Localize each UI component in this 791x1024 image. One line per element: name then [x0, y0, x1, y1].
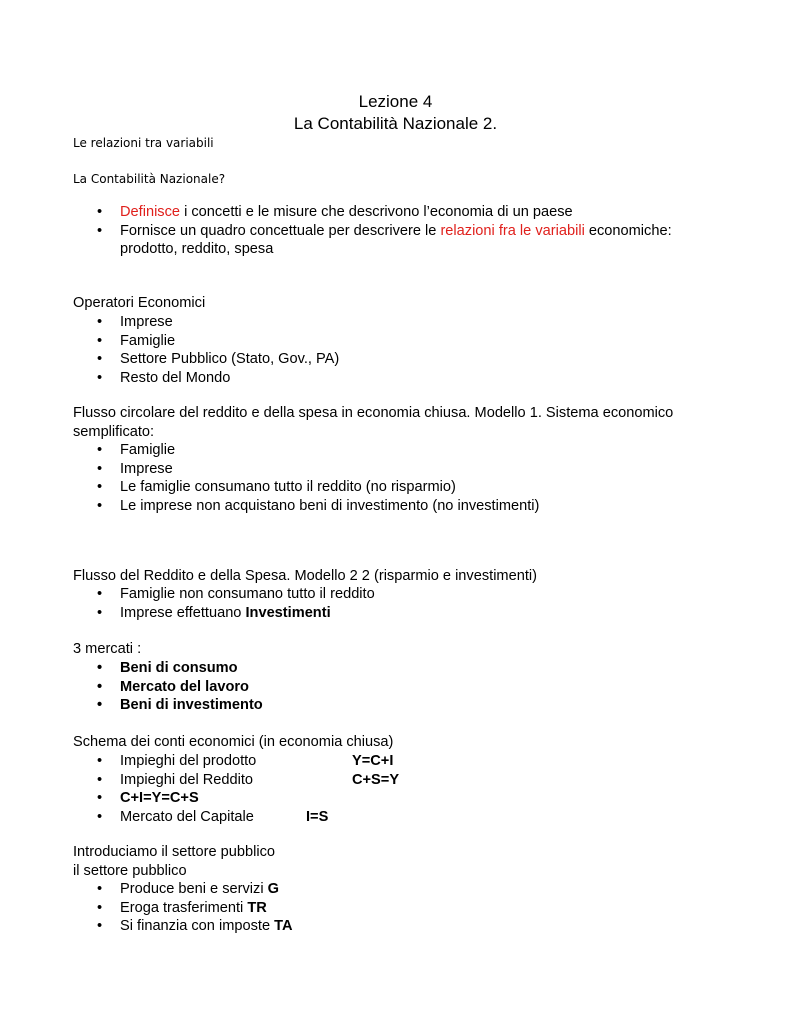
title-line-1: Lezione 4 — [358, 92, 433, 111]
schema-item-2 — [73, 771, 399, 790]
modello1-list — [73, 441, 539, 515]
modello1-line-2: semplificato: — [73, 424, 155, 440]
modello1-item: • Famiglie — [73, 441, 539, 460]
schema-item-1-label: Impieghi del prodotto — [120, 753, 257, 769]
modello2-item-1: • Famiglie non consumano tutto il reddito — [73, 585, 375, 604]
modello2-list — [73, 585, 375, 622]
intro-item-1 — [73, 203, 672, 222]
modello1-item: • Le famiglie consumano tutto il reddito (no risparmio) — [73, 478, 539, 497]
settore-item-3-text: Si finanzia con imposte — [120, 918, 275, 935]
intro-item-2 — [73, 222, 672, 259]
modello1-line-1: Flusso circolare del reddito e della spesa in economia chiusa. Modello 1. Sistema economico — [73, 405, 674, 421]
mercati-item: • Mercato del lavoro — [73, 678, 263, 697]
modello2-item-2-text: Imprese effettuano — [120, 604, 246, 621]
modello2-item-2 — [73, 604, 375, 623]
mercati-list — [73, 659, 263, 715]
schema-item-3 — [73, 789, 399, 808]
operatori-item: • Imprese — [73, 313, 339, 332]
settore-list — [73, 880, 293, 936]
schema-item-4-equation: I=S — [306, 808, 329, 825]
subtitle-contabilita: La Contabilità Nazionale? — [73, 172, 226, 186]
intro-item-2-text-b: economiche: — [584, 222, 672, 239]
schema-item-4 — [73, 808, 399, 827]
settore-line-2: il settore pubblico — [73, 863, 187, 879]
schema-list — [73, 752, 399, 826]
settore-item-1-text: Produce beni e servizi — [120, 881, 268, 897]
mercati-item: • Beni di consumo — [73, 659, 263, 678]
schema-heading: Schema dei conti economici (in economia chiusa) — [73, 734, 394, 750]
schema-item-2-label: Impieghi del Reddito — [120, 771, 254, 788]
settore-line-1: Introduciamo il settore pubblico — [73, 844, 275, 860]
modello1-item: • Le imprese non acquistano beni di investimento (no investimenti) — [73, 497, 539, 516]
settore-item-2-text: Eroga trasferimenti — [120, 899, 248, 916]
operatori-item: • Resto del Mondo — [73, 369, 339, 388]
schema-item-1-equation: Y=C+I — [352, 753, 394, 769]
intro-item-2-highlight: relazioni fra le variabili — [440, 222, 585, 239]
mercati-item: • Beni di investimento — [73, 696, 263, 715]
operatori-heading: Operatori Economici — [73, 295, 206, 311]
mercati-heading: 3 mercati : — [73, 641, 142, 657]
settore-item-1 — [73, 880, 293, 899]
intro-item-2-text-c: prodotto, reddito, spesa — [120, 241, 274, 258]
settore-item-3-symbol: TA — [274, 918, 293, 935]
settore-item-2-symbol: TR — [247, 899, 267, 916]
intro-list — [73, 203, 672, 259]
modello2-item-2-bold: Investimenti — [245, 604, 331, 621]
schema-item-3-equation: C+I=Y=C+S — [120, 790, 199, 807]
settore-item-2 — [73, 899, 293, 918]
modello1-item: • Imprese — [73, 460, 539, 479]
modello2-heading: Flusso del Reddito e della Spesa. Modello 2 2 (risparmio e investimenti) — [73, 568, 537, 584]
schema-item-1 — [73, 752, 399, 771]
settore-item-1-symbol: G — [267, 881, 279, 897]
intro-item-1-highlight: Definisce — [120, 204, 181, 220]
schema-item-2-equation: C+S=Y — [352, 771, 400, 788]
intro-item-2-text-a: Fornisce un quadro concettuale per descrivere le — [120, 222, 441, 239]
operatori-item: • Settore Pubblico (Stato, Gov., PA) — [73, 350, 339, 369]
intro-item-1-text: i concetti e le misure che descrivono l’economia di un paese — [180, 204, 573, 220]
settore-item-3 — [73, 917, 293, 936]
subtitle-relazioni: Le relazioni tra variabili — [73, 136, 214, 150]
operatori-item: • Famiglie — [73, 332, 339, 351]
schema-item-4-label: Mercato del Capitale — [120, 808, 254, 825]
title-line-2: La Contabilità Nazionale 2. — [293, 114, 498, 133]
operatori-list — [73, 313, 339, 387]
